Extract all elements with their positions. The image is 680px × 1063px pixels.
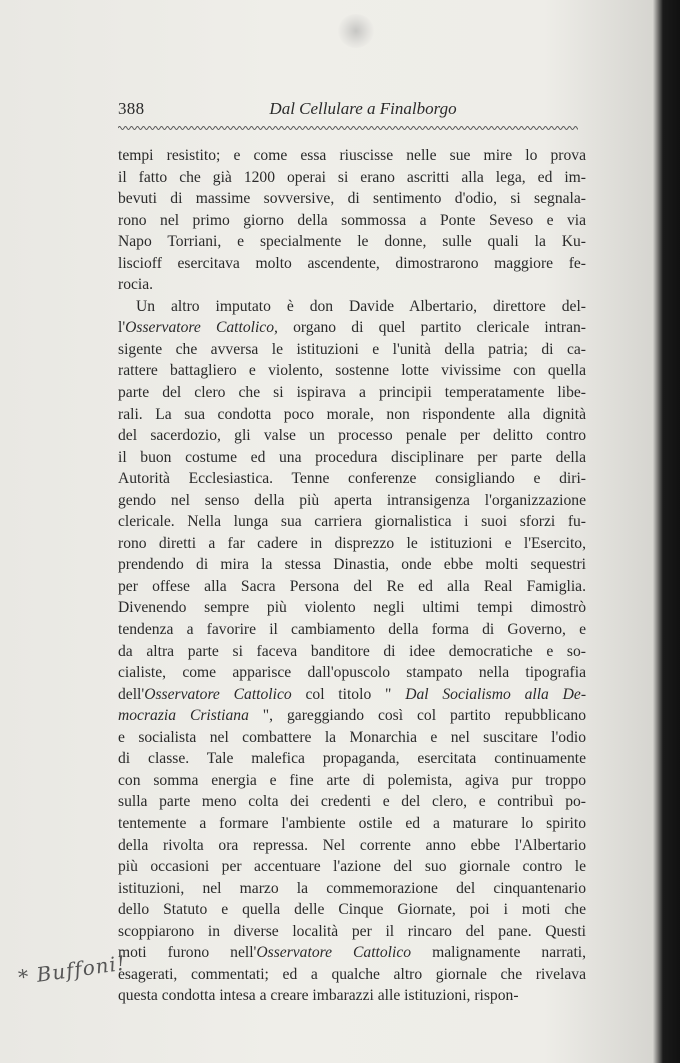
line-text: parte del clero che si ispirava a principii temperatamente libe- [118,384,586,402]
line-text: da altra parte si faceva banditore di idee democratiche e so- [118,642,586,660]
text-line [118,921,586,943]
text-line [118,899,586,921]
line-text: moti furono nell' [118,944,257,962]
text-line [118,382,586,404]
line-text: Un altro imputato è don Davide Albertario, direttore del- [136,297,586,315]
text-line [118,188,586,210]
line-text: tempi resistito; e come essa riuscisse nelle sue mire lo prova [118,147,586,164]
line-text: scoppiarono in diverse località per il rincaro del pane. Questi [118,922,586,940]
text-line [118,490,586,512]
line-text: istituzioni, nel marzo la commemorazione del cinquantenario [118,879,586,897]
line-text: rattere battagliero e violento, sostenne lotte vivissime con quella [118,362,586,380]
line-text: tentemente a formare l'ambiente ostile ed a maturare lo spirito [118,814,586,832]
line-text: e socialista nel combattere la Monarchia e nel suscitare l'odio [118,728,586,746]
paragraph [118,296,586,1007]
line-text: liscioff esercitava molto ascendente, dimostrarono maggiore fe- [118,254,586,272]
text-line [118,210,586,232]
line-text: gendo nel senso della più aperta intransigenza l'organizzazione [118,491,586,509]
line-text: con somma energia e fine arte di polemista, agiva pur troppo [118,771,586,789]
page-number: 388 [118,99,145,118]
line-text: esagerati, commentati; ed a qualche altro giornale che rivelava [118,965,586,983]
italic-title-text: mocrazia Cristiana [118,707,249,725]
line-text: per offese alla Sacra Persona del Re ed alla Real Famiglia. [118,577,586,595]
italic-title-text: Osservatore Cattolico [144,685,292,703]
line-text: malignamente narrati, [411,944,587,962]
text-line [118,748,586,770]
line-text: rali. La sua condotta poco morale, non rispondente alla dignità [118,405,586,423]
text-line [118,231,586,253]
text-line [118,856,586,878]
line-text: della rivolta ora repressa. Nel corrente anno ebbe l'Albertario [118,836,586,854]
text-line [118,813,586,835]
text-line [118,468,586,490]
text-line [118,317,586,339]
text-line [118,727,586,749]
text-line [118,360,586,382]
line-text: cialiste, come apparisce dall'opuscolo stampato nella tipografia [118,664,586,682]
page-header [118,97,578,121]
text-line [118,835,586,857]
line-text: questa condotta intesa a creare imbarazzi alle istituzioni, rispon- [118,987,519,1005]
line-text: tendenza a favorire il cambiamento della forma di Governo, e [118,621,586,639]
text-line [118,576,586,598]
line-text: Divenendo sempre più violento negli ultimi tempi dimostrò [118,599,586,617]
line-text: rocia. [118,276,154,294]
line-text: del sacerdozio, gli valse un processo penale per delitto contro [118,427,586,445]
line-text: Napo Torriani, e specialmente le donne, sulle quali la Ku- [118,233,586,251]
paragraph [118,145,586,296]
line-text: più occasioni per accentuare l'azione del suo giornale contro le [118,858,586,876]
handwritten-margin-note [6,948,136,1018]
line-text: dello Statuto e quella delle Cinque Giornate, poi i moti che [118,901,586,919]
text-line [118,770,586,792]
text-line [118,641,586,663]
text-line [118,597,586,619]
line-text: bevuti di massime sovversive, di sentimento d'odio, si segnala- [118,190,586,208]
ornamental-rule [118,123,578,133]
line-text: di classe. Tale malefica propaganda, esercitata continuamente [118,750,586,768]
text-line [118,253,586,275]
text-line [118,791,586,813]
line-text: clericale. Nella lunga sua carriera giornalistica i suoi sforzi fu- [118,513,586,531]
line-text: il fatto che già 1200 operai si erano ascritti alla lega, ed im- [118,168,586,186]
body-text [118,145,586,1007]
text-line [118,167,586,189]
line-text: col titolo " [291,685,406,703]
text-line [118,878,586,900]
text-line [118,425,586,447]
text-line [118,964,586,986]
text-line [118,533,586,555]
line-text: Autorità Ecclesiastica. Tenne conferenze consigliando e diri- [118,470,586,488]
running-title: Dal Cellulare a Finalborgo [269,99,457,118]
line-text: prendendo di mira la stessa Dinastia, onde ebbe molti sequestri [118,556,586,574]
italic-title-text: Osservatore Cattolico, [125,319,278,337]
paper-stain [338,14,374,48]
italic-title-text: Osservatore Cattolico [256,944,412,962]
text-line [118,619,586,641]
text-line [118,662,586,684]
text-line [118,554,586,576]
text-line [118,447,586,469]
text-line [118,145,586,167]
text-line [118,339,586,361]
line-text: rono nel primo giorno della sommossa a Ponte Seveso e via [118,211,586,229]
line-text: l' [118,319,126,337]
line-text: dell' [118,685,145,703]
line-text: sigente che avversa le istituzioni e l'unità della patria; di ca- [118,340,586,358]
text-line [118,274,586,296]
line-text: ", gareggiando così col partito repubblicano [248,707,586,725]
line-text: il buon costume ed una procedura disciplinare per parte della [118,448,586,466]
text-line [118,684,586,706]
line-text: sulla parte meno colta dei credenti e del clero, e contribuì po- [118,793,586,811]
text-line [118,985,586,1007]
text-line [118,296,586,318]
line-text: rono diretti a far cadere in disprezzo le istituzioni e l'Esercito, [118,534,586,552]
text-line [118,511,586,533]
text-line [118,404,586,426]
text-line [118,705,586,727]
text-line [118,942,586,964]
italic-title-text: Dal Socialismo alla De- [405,685,587,703]
margin-note-text: * Buffoni! [16,950,128,990]
line-text: organo di quel partito clericale intran- [277,319,586,337]
